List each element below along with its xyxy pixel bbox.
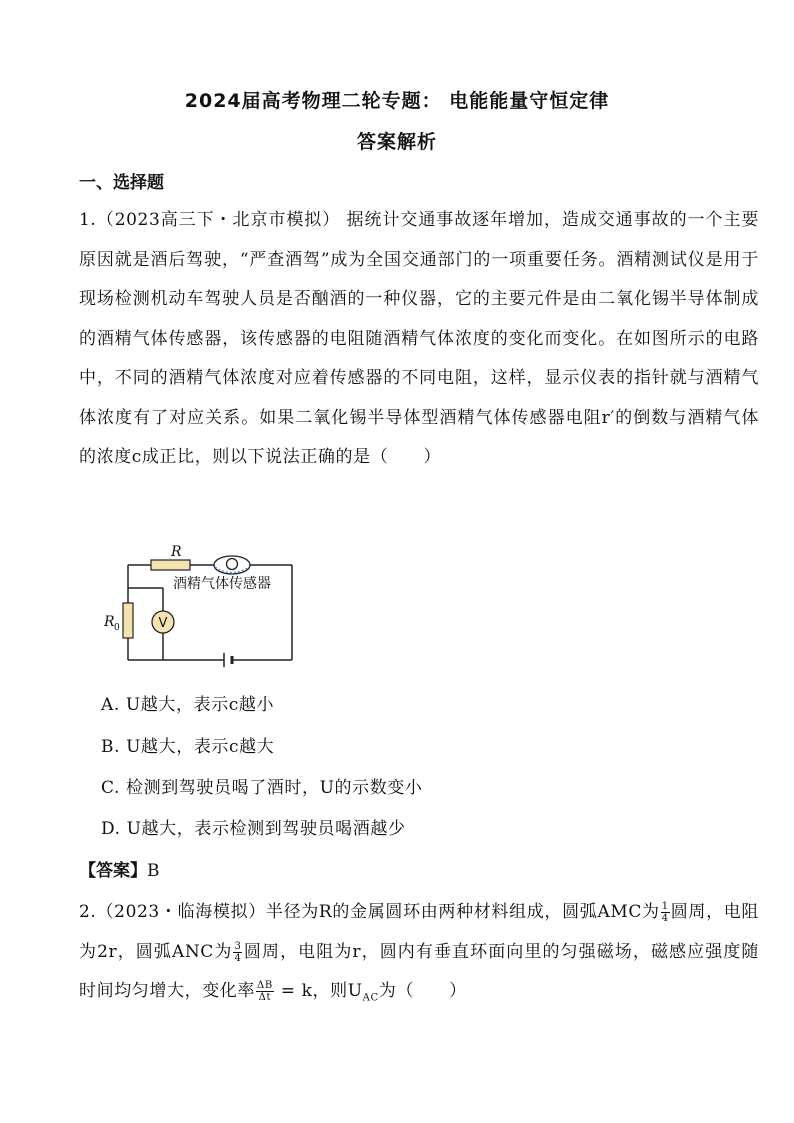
alcohol-sensor-icon	[214, 556, 250, 574]
q2-text-part2: 圆周，电阻为2r，圆弧ANC为	[79, 902, 760, 962]
label-r0: R	[104, 614, 115, 630]
document-title: 2024届高考物理二轮专题： 电能能量守恒定律	[184, 90, 610, 112]
option-b: B. U越大，表示c越大	[101, 737, 275, 757]
circuit-diagram	[95, 538, 305, 668]
resistor-r	[151, 560, 190, 570]
option-c: C. 检测到驾驶员喝了酒时，U的示数变小	[101, 778, 423, 798]
label-sensor: 酒精气体传感器	[173, 576, 271, 592]
option-d: D. U越大，表示检测到驾驶员喝酒越少	[101, 819, 406, 839]
resistor-r0	[123, 603, 133, 638]
fraction-rate-of-change: $\frac{\Delta B}{\Delta t}$	[257, 980, 273, 1003]
section-heading: 一、选择题	[79, 173, 164, 193]
answer-label: 【答案】	[79, 861, 147, 881]
answer-line	[79, 856, 160, 881]
q2-text-part4: = k，则U	[274, 981, 363, 1001]
answer-value: B	[147, 861, 160, 881]
document-subtitle: 答案解析	[356, 131, 437, 153]
voltmeter-label: V	[158, 616, 168, 631]
fraction-three-quarters: $\frac{3}{4}$	[234, 940, 242, 964]
question-2-text	[79, 893, 759, 1018]
q2-subscript: AC	[362, 992, 379, 1004]
q2-text-part5: 为（ ）	[378, 981, 467, 1001]
question-1-text: 1.（2023高三下・北京市模拟） 据统计交通事故逐年增加，造成交通事故的一个主要原因就是酒后驾驶，“严查酒驾”成为全国交通部门的一项重要任务。酒精测试仪是用于现场检测机动车驾驶人员是否酗酒的一种仪器，它的主要元件是由二氧化锡半导体制成的酒精气体传感器，该传感器的电阻随酒精气体浓度的变化而变化。在如图所示的电路中，不同的酒精气体浓度对应着传感器的不同电阻，这样，显示仪表的指针就与酒精气体浓度有了对应关系。如果二氧化锡半导体型酒精气体传感器电阻r′的倒数与酒精气体的浓度c成正比，则以下说法正确的是（ ）	[79, 210, 759, 467]
label-r0-subscript: 0	[114, 623, 120, 633]
option-a: A. U越大，表示c越小	[101, 695, 275, 715]
label-r: R	[171, 544, 182, 560]
q2-text-part3: 圆周，电阻为r，圆内有垂直环面向里的匀强磁场，磁感应强度随时间均匀增大，变化率	[79, 941, 759, 1001]
q2-text-part1: 2.（2023・临海模拟）半径为R的金属圆环由两种材料组成，圆弧AMC为	[79, 902, 660, 922]
fraction-one-quarter: $\frac{1}{4}$	[661, 901, 669, 924]
